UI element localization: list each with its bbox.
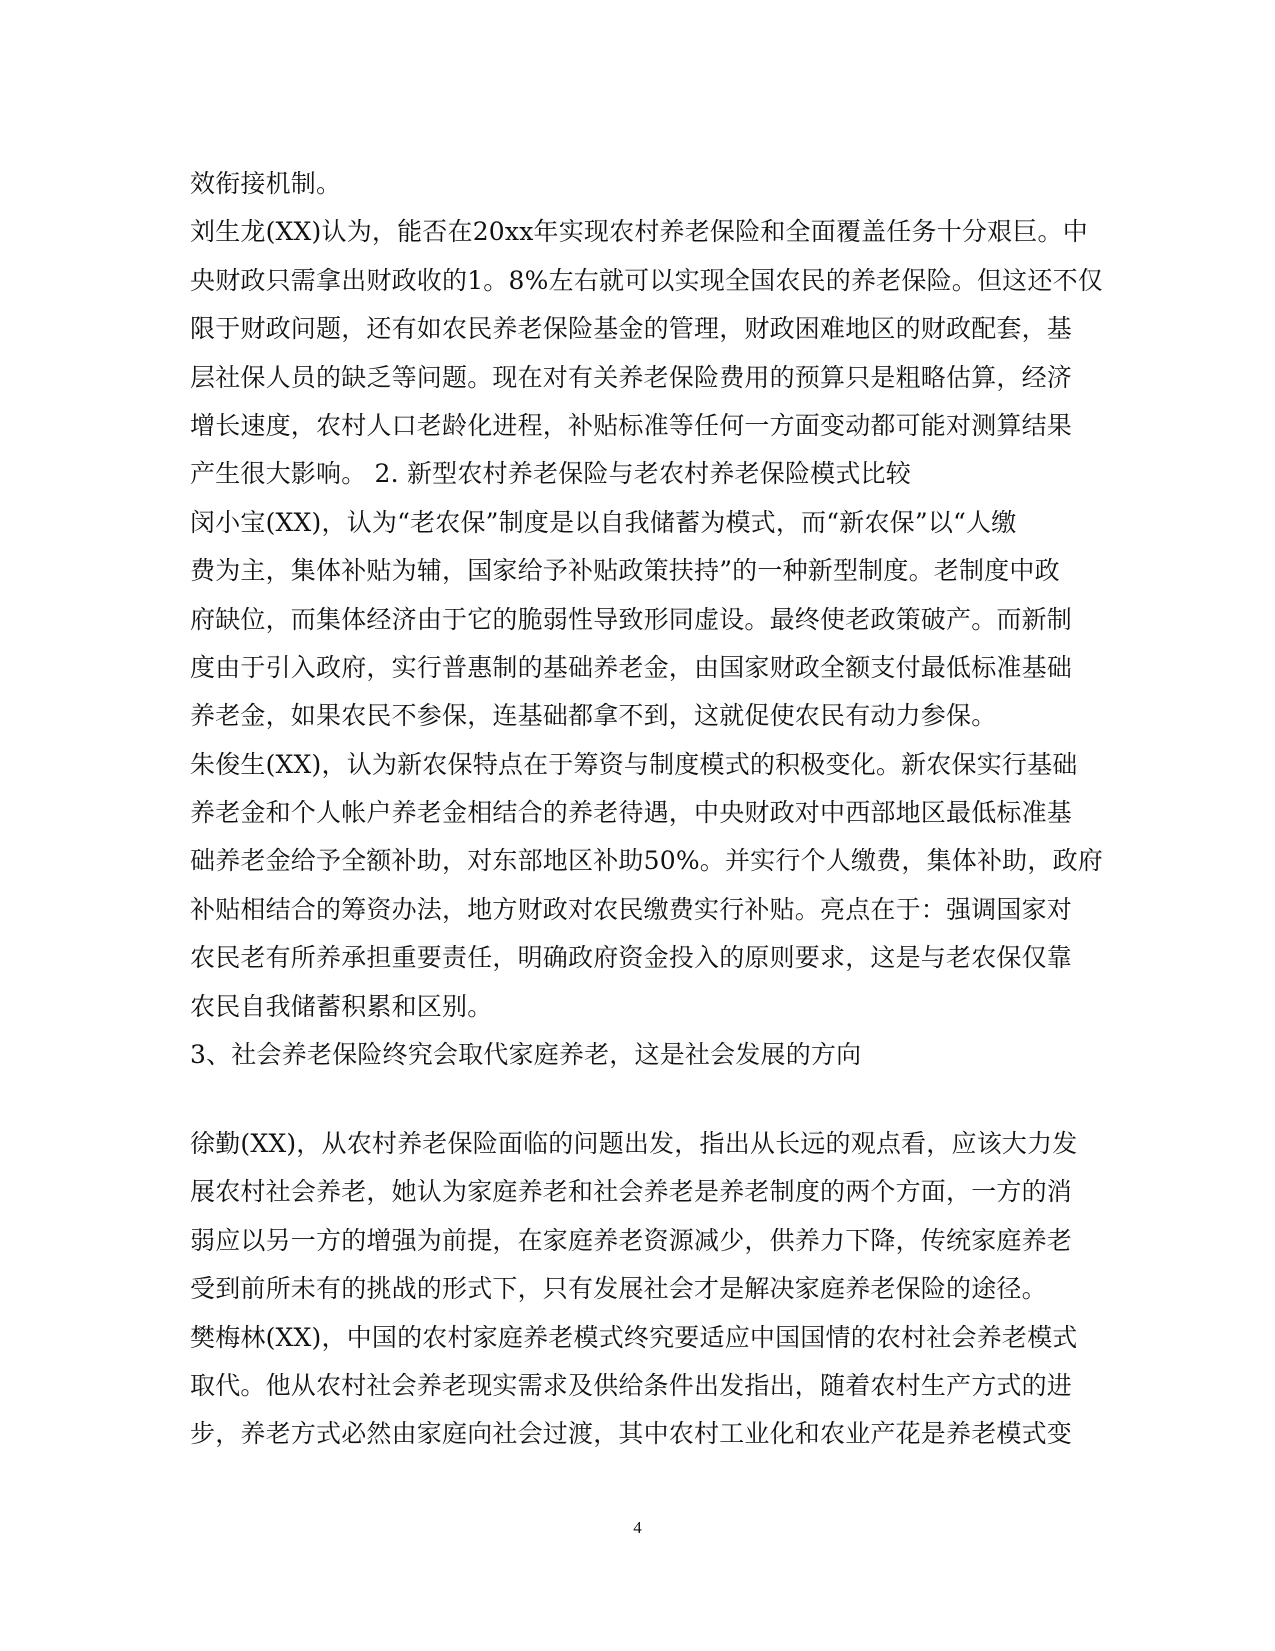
text-line: 层社保人员的缺乏等问题。现在对有关养老保险费用的预算只是粗略估算，经济 <box>190 362 1073 392</box>
page-number: 4 <box>633 1518 642 1537</box>
text-line: 费为主，集体补贴为辅，国家给予补贴政策扶持”的一种新型制度。老制度中政 <box>190 556 1060 586</box>
text-line: 闵小宝(XX)，认为“老农保”制度是以自我储蓄为模式，而“新农保”以“人缴 <box>190 507 1017 537</box>
text-line: 步，养老方式必然由家庭向社会过渡，其中农村工业化和农业产花是养老模式变 <box>190 1419 1073 1449</box>
text-line: 效衔接机制。 <box>190 169 342 198</box>
text-line: 樊梅林(XX)，中国的农村家庭养老模式终究要适应中国国情的农村社会养老模式 <box>190 1322 1078 1352</box>
text-line: 徐勤(XX)，从农村养老保险面临的问题出发，指出从长远的观点看，应该大力发 <box>190 1129 1078 1158</box>
body-text-upper <box>190 160 1103 1079</box>
text-line: 度由于引入政府，实行普惠制的基础养老金，由国家财政全额支付最低标准基础 <box>190 652 1073 682</box>
text-line: 增长速度，农村人口老龄化进程，补贴标准等任何一方面变动都可能对测算结果 <box>190 410 1073 440</box>
text-line: 产生很大影响。 2. 新型农村养老保险与老农村养老保险模式比较 <box>190 459 911 489</box>
text-line: 农民自我储蓄积累和区别。 <box>190 991 493 1021</box>
text-line: 朱俊生(XX)，认为新农保特点在于筹资与制度模式的积极变化。新农保实行基础 <box>190 749 1078 779</box>
text-line: 央财政只需拿出财政收的1。8%左右就可以实现全国农民的养老保险。但这还不仅 <box>190 265 1103 295</box>
text-line: 农民老有所养承担重要责任，明确政府资金投入的原则要求，这是与老农保仅靠 <box>190 943 1073 973</box>
text-line: 受到前所未有的挑战的形式下，只有发展社会才是解决家庭养老保险的途径。 <box>190 1274 1047 1304</box>
text-line: 府缺位，而集体经济由于它的脆弱性导致形同虚设。最终使老政策破产。而新制 <box>190 604 1073 634</box>
text-line: 取代。他从农村社会养老现实需求及供给条件出发指出，随着农村生产方式的进 <box>190 1370 1073 1400</box>
body-text-lower <box>190 1120 1078 1459</box>
section-heading: 3、社会养老保险终究会取代家庭养老，这是社会发展的方向 <box>190 1040 862 1070</box>
text-line: 础养老金给予全额补助，对东部地区补助50%。并实行个人缴费，集体补助，政府 <box>190 846 1103 876</box>
text-line: 限于财政问题，还有如农民养老保险基金的管理，财政困难地区的财政配套，基 <box>190 314 1073 344</box>
text-line: 展农村社会养老，她认为家庭养老和社会养老是养老制度的两个方面，一方的消 <box>190 1177 1073 1207</box>
text-line: 弱应以另一方的增强为前提，在家庭养老资源减少，供养力下降，传统家庭养老 <box>190 1225 1073 1255</box>
text-line: 刘生龙(XX)认为，能否在20xx年实现农村养老保险和全面覆盖任务十分艰巨。中 <box>190 217 1088 247</box>
text-line: 补贴相结合的筹资办法，地方财政对农民缴费实行补贴。亮点在于：强调国家对 <box>190 894 1073 924</box>
text-line: 养老金，如果农民不参保，连基础都拿不到，这就促使农民有动力参保。 <box>190 701 997 731</box>
text-line: 养老金和个人帐户养老金相结合的养老待遇，中央财政对中西部地区最低标准基 <box>190 798 1073 828</box>
